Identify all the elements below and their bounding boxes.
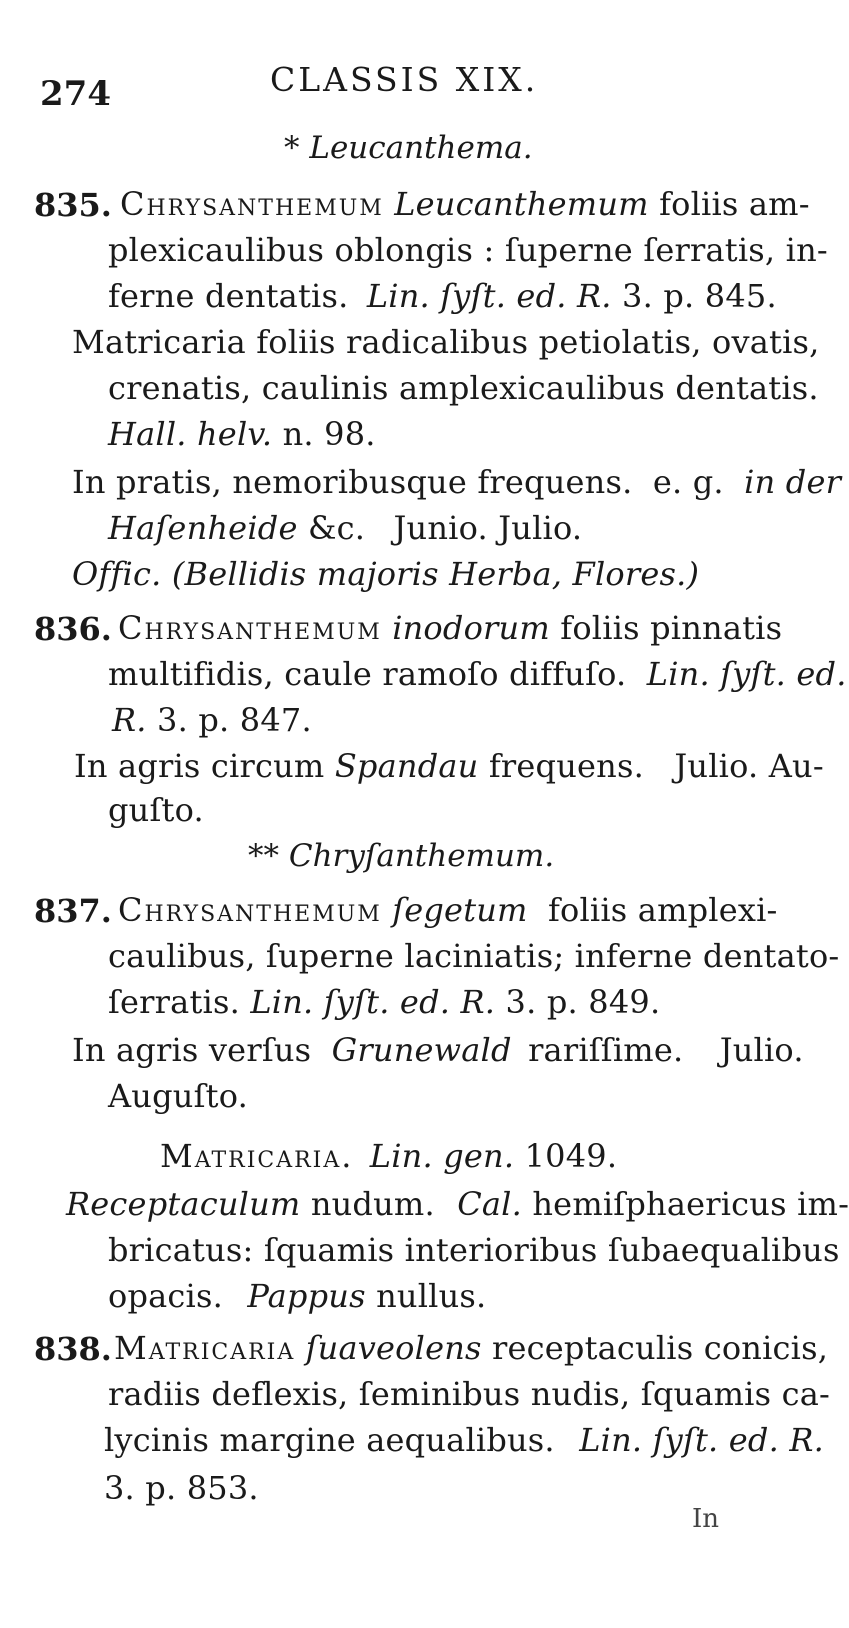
genus-heading-matricaria: Matricaria. Lin. gen. 1049. <box>160 1137 618 1175</box>
literature-reference: Lin. gen. <box>369 1137 515 1175</box>
genus-name: Chrysanthemum <box>120 185 384 223</box>
literature-reference: Lin. ſyſt. ed. R. <box>579 1421 825 1459</box>
entry-835-line-7: In pratis, nemoribusque frequens. e. g. in der <box>72 463 842 501</box>
locality-name: Haſenheide <box>108 509 298 547</box>
literature-reference: Lin. ſyſt. ed. R. <box>366 277 612 315</box>
entry-838-line-4: 3. p. 853. <box>104 1469 259 1507</box>
section-heading-leucanthema: * Leucanthema. <box>284 130 533 166</box>
genus-description-line-3: opacis. Pappus nullus. <box>108 1277 487 1315</box>
genus-name: Matricaria. <box>160 1137 354 1175</box>
entry-836-line-4: In agris circum Spandau frequens. Julio. Au- <box>74 747 824 785</box>
entry-838-line-2: radiis deflexis, ſeminibus nudis, ſquamis ca- <box>108 1375 830 1413</box>
entry-number-836: 836. <box>34 610 112 648</box>
literature-reference: Lin. ſyſt. ed. <box>646 655 847 693</box>
entry-number-837: 837. <box>34 892 112 930</box>
entry-837-line-5: Auguſto. <box>108 1077 248 1115</box>
entry-838-line-3: lycinis margine aequalibus. Lin. ſyſt. ed. R. <box>104 1421 825 1459</box>
running-head: CLASSIS XIX. <box>270 60 539 99</box>
species-name: Leucanthemum <box>394 185 649 223</box>
entry-836-line-3: R. 3. p. 847. <box>112 701 312 739</box>
genus-description-line-2: bricatus: ſquamis interioribus ſubaequalibus <box>108 1231 840 1269</box>
section-heading-chrysanthemum: ** Chryſanthemum. <box>248 838 555 874</box>
genus-name: Chrysanthemum <box>118 609 382 647</box>
entry-835-line-2: plexicaulibus oblongis : ſuperne ſerratis, in- <box>108 231 828 269</box>
entry-number-838: 838. <box>34 1330 112 1368</box>
entry-835-line-5: crenatis, caulinis amplexicaulibus dentatis. <box>108 369 819 407</box>
entry-number-835: 835. <box>34 186 112 224</box>
entry-837-line-2: caulibus, ſuperne laciniatis; inferne dentato- <box>108 937 840 975</box>
literature-reference: Hall. helv. <box>108 415 273 453</box>
entry-835-line-9: Offic. (Bellidis majoris Herba, Flores.) <box>72 555 700 593</box>
entry-838-line-1: Matricaria ſuaveolens receptaculis conicis, <box>114 1329 829 1367</box>
entry-836-line-1: Chrysanthemum inodorum foliis pinnatis <box>118 609 783 647</box>
literature-reference: Lin. ſyſt. ed. R. <box>250 983 496 1021</box>
genus-name: Chrysanthemum <box>118 891 382 929</box>
genus-name: Matricaria <box>114 1329 296 1367</box>
entry-835-line-3: ferne dentatis. Lin. ſyſt. ed. R. 3. p. 845. <box>108 277 777 315</box>
entry-836-line-5: guſto. <box>108 791 204 829</box>
entry-835-line-4: Matricaria foliis radicalibus petiolatis, ovatis, <box>72 323 820 361</box>
genus-description-line-1: Receptaculum nudum. Cal. hemiſphaericus im- <box>66 1185 849 1223</box>
species-name: ſuaveolens <box>305 1329 482 1367</box>
entry-837-line-4: In agris verſus Grunewald rariſſime. Julio. <box>72 1031 804 1069</box>
species-name: ſegetum <box>392 891 528 929</box>
catchword: In <box>692 1504 720 1534</box>
page-number: 274 <box>40 74 111 114</box>
entry-837-line-1: Chrysanthemum ſegetum foliis amplexi- <box>118 891 778 929</box>
entry-835-line-6: Hall. helv. n. 98. <box>108 415 376 453</box>
locality-name: Grunewald <box>331 1031 512 1069</box>
entry-835-line-8: Haſenheide &c. Junio. Julio. <box>108 509 583 547</box>
locality-name: Spandau <box>334 747 479 785</box>
entry-836-line-2: multifidis, caule ramoſo diffuſo. Lin. ſyſt. ed. <box>108 655 847 693</box>
entry-835-line-1: Chrysanthemum Leucanthemum foliis am- <box>120 185 810 223</box>
entry-837-line-3: ſerratis. Lin. ſyſt. ed. R. 3. p. 849. <box>108 983 661 1021</box>
species-name: inodorum <box>392 609 550 647</box>
